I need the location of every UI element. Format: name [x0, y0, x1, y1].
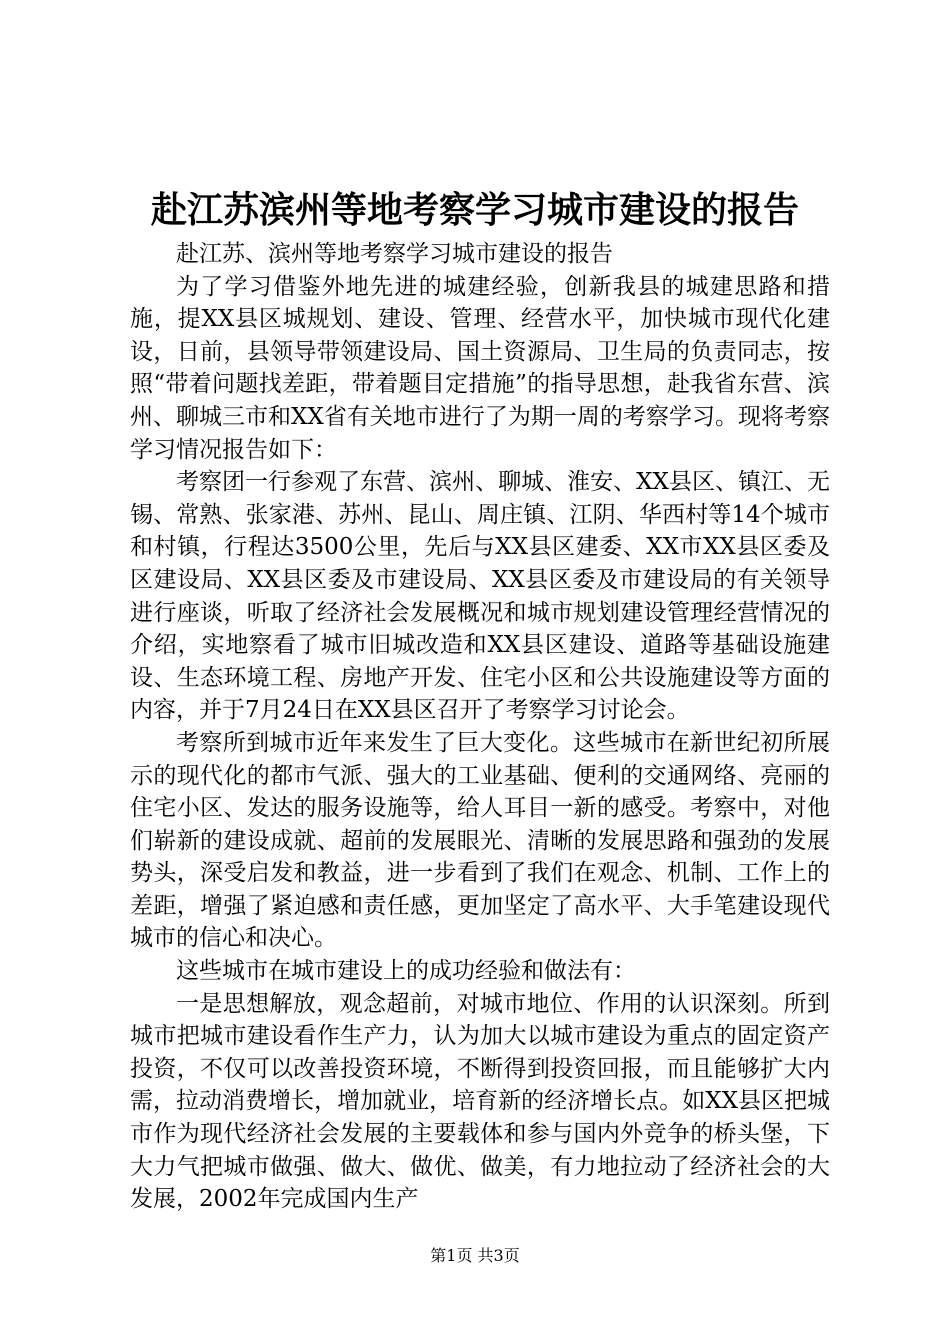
body-paragraph: 这些城市在城市建设上的成功经验和做法有：	[176, 958, 636, 985]
body-paragraph: 考察团一行参观了东营、滨州、聊城、淮安、XX县区、镇江、无锡、常熟、张家港、苏州、昆山、周庄镇、江阴、华西村等14个城市和村镇，行程达3500公里，先后与XX县区建委、XX市XX县区委及区建设局、XX县区委及市建设局、XX县区委及市建设局的有关领导进行座谈，听取了经济社会发展概况和城市规划建设管理经营情况的介绍，实地察看了城市旧城改造和XX县区建设、道路等基础设施建设、生态环境工程、房地产开发、住宅小区和公共设施建设等方面的内容，并于7月24日在XX县区召开了考察学习讨论会。	[130, 469, 830, 724]
body-paragraph: 考察所到城市近年来发生了巨大变化。这些城市在新世纪初所展示的现代化的都市气派、强大的工业基础、便利的交通网络、亮丽的住宅小区、发达的服务设施等，给人耳目一新的感受。考察中，对他们崭新的建设成就、超前的发展眼光、清晰的发展思路和强劲的发展势头，深受启发和教益，进一步看到了我们在观念、机制、工作上的差距，增强了紧迫感和责任感，更加坚定了高水平、大手笔建设现代城市的信心和决心。	[130, 729, 830, 952]
document-body	[130, 238, 830, 1216]
page-number-footer: 第1页 共3页	[430, 1246, 520, 1265]
body-paragraph: 为了学习借鉴外地先进的城建经验，创新我县的城建思路和措施，提XX县区城规划、建设、管理、经营水平，加快城市现代化建设，日前，县领导带领建设局、国土资源局、卫生局的负责同志，按照“带着问题找差距，带着题目定措施”的指导思想，赴我省东营、滨州、聊城三市和XX省有关地市进行了为期一周的考察学习。现将考察学习情况报告如下：	[130, 273, 830, 463]
page-title: 赴江苏滨州等地考察学习城市建设的报告	[150, 189, 799, 231]
body-paragraph: 一是思想解放，观念超前，对城市地位、作用的认识深刻。所到城市把城市建设看作生产力，认为加大以城市建设为重点的固定资产投资，不仅可以改善投资环境，不断得到投资回报，而且能够扩大内需，拉动消费增长，增加就业，培育新的经济增长点。如XX县区把城市作为现代经济社会发展的主要载体和参与国内外竞争的桥头堡，下大力气把城市做强、做大、做优、做美，有力地拉动了经济社会的大发展，2002年完成国内生产	[130, 990, 830, 1213]
subtitle-paragraph: 赴江苏、滨州等地考察学习城市建设的报告	[176, 241, 613, 267]
